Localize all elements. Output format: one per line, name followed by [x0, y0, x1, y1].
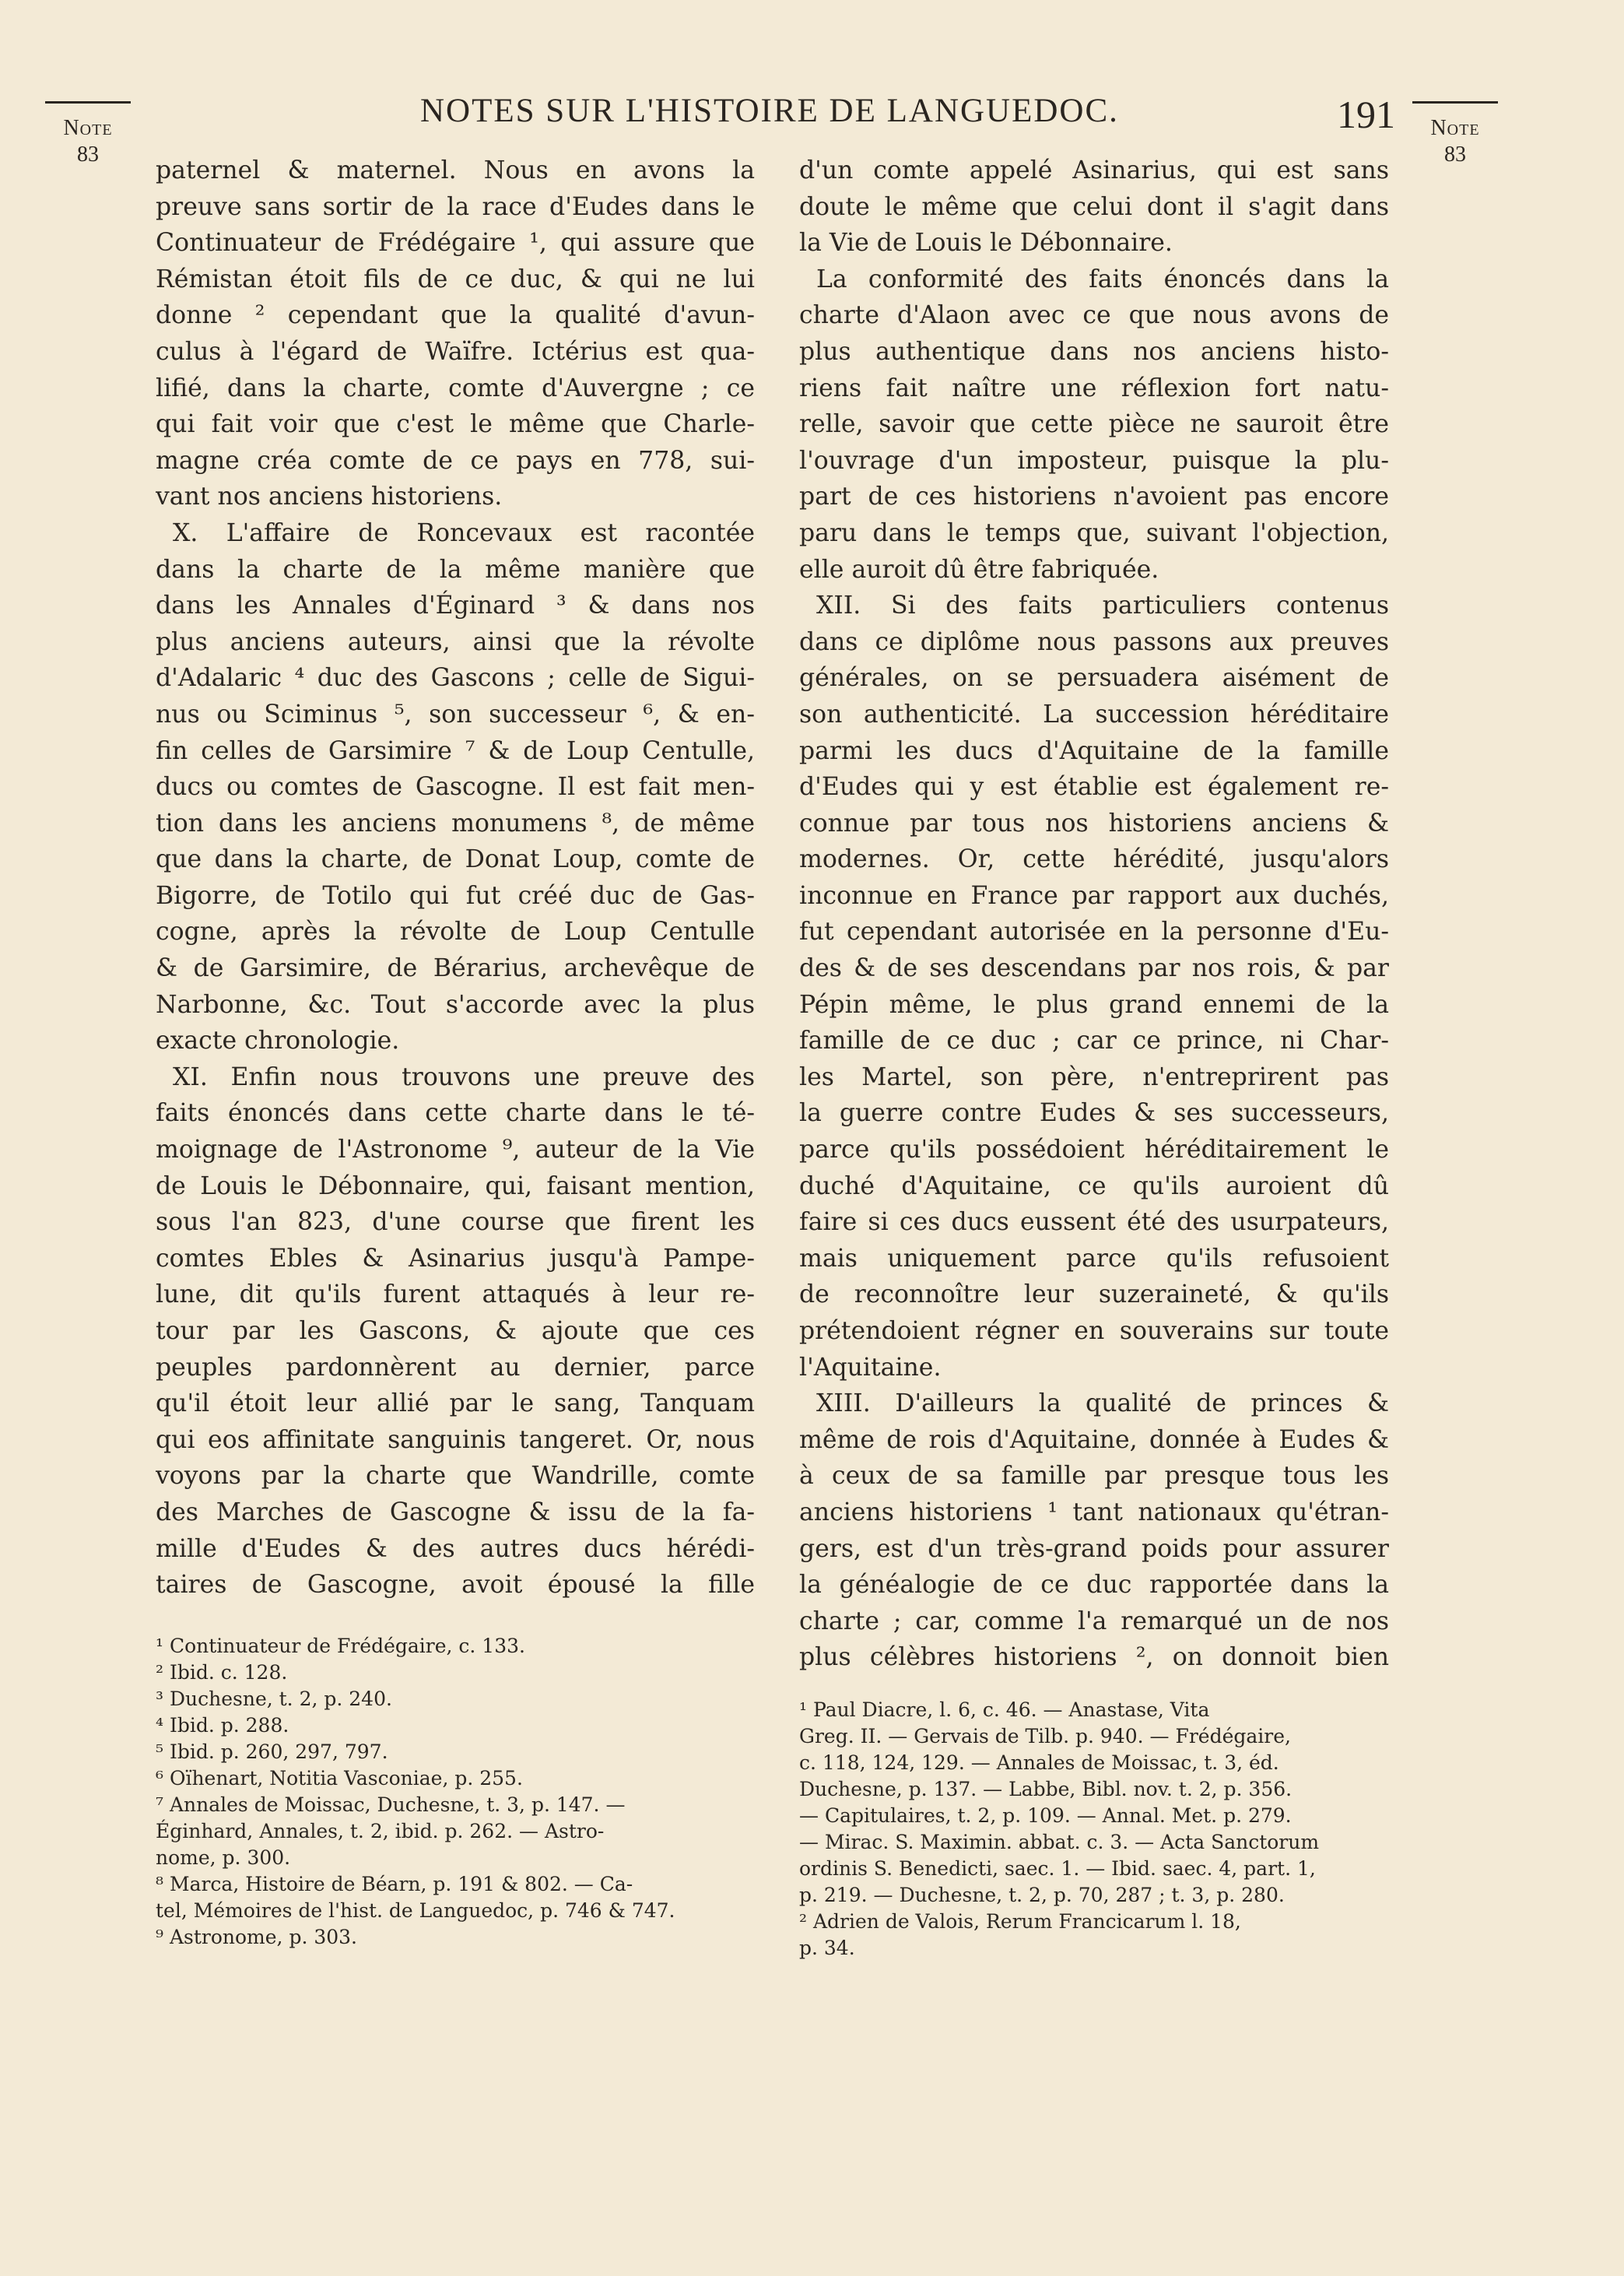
text-line: Narbonne, &c. Tout s'accorde avec la plus [156, 990, 755, 1019]
footnote-line: nome, p. 300. [156, 1846, 291, 1869]
footnote-line: ¹ Paul Diacre, l. 6, c. 46. — Anastase, Vita [799, 1698, 1210, 1721]
text-line: ducs ou comtes de Gascogne. Il est fait men- [156, 773, 755, 802]
footnote-line: ² Ibid. c. 128. [156, 1661, 288, 1684]
text-line: à ceux de sa famille par presque tous les [799, 1462, 1389, 1491]
text-line: d'Eudes qui y est établie est également re- [799, 773, 1389, 802]
text-line: dans ce diplôme nous passons aux preuves [799, 627, 1389, 656]
text-line: lune, dit qu'ils furent attaqués à leur re- [156, 1280, 755, 1309]
footnote-line: ⁸ Marca, Histoire de Béarn, p. 191 & 802. — Ca- [156, 1873, 633, 1895]
text-line: modernes. Or, cette hérédité, jusqu'alors [799, 845, 1389, 874]
note-number-left: 83 [77, 142, 99, 167]
note-label-left: Note [63, 116, 113, 140]
footnote-line: ⁹ Astronome, p. 303. [156, 1926, 358, 1948]
text-line: son authenticité. La succession héréditaire [799, 700, 1389, 729]
left-footnotes [156, 1633, 755, 1951]
text-line: fin celles de Garsimire ⁷ & de Loup Centulle, [156, 736, 755, 765]
text-line: dans la charte de la même manière que [156, 555, 755, 584]
text-line: fut cependant autorisée en la personne d'Eu- [799, 918, 1389, 947]
text-line: part de ces historiens n'avoient pas encore [799, 483, 1389, 511]
text-line: mais uniquement parce qu'ils refusoient [799, 1244, 1389, 1273]
footnote-line: ⁷ Annales de Moissac, Duchesne, t. 3, p. 147. — [156, 1793, 626, 1816]
text-line: connue par tous nos historiens anciens & [799, 809, 1389, 838]
footnote-line: ² Adrien de Valois, Rerum Francicarum l. 18, [799, 1910, 1241, 1933]
text-line: d'Adalaric ⁴ duc des Gascons ; celle de Sigui- [156, 664, 755, 693]
text-line: des Marches de Gascogne & issu de la fa- [156, 1498, 755, 1526]
text-line: parce qu'ils possédoient héréditairement le [799, 1136, 1389, 1164]
footnote-line: — Capitulaires, t. 2, p. 109. — Annal. Met. p. 279. [799, 1804, 1292, 1827]
text-line: l'ouvrage d'un imposteur, puisque la plu- [799, 446, 1389, 475]
text-line: dans les Annales d'Éginard ³ & dans nos [156, 592, 755, 620]
text-line: lifié, dans la charte, comte d'Auvergne ; ce [156, 374, 755, 402]
footnote-line: Duchesne, p. 137. — Labbe, Bibl. nov. t. 2, p. 356. [799, 1778, 1293, 1800]
text-line: magne créa comte de ce pays en 778, sui- [156, 446, 755, 475]
text-line: tour par les Gascons, & ajoute que ces [156, 1317, 755, 1345]
text-line: paru dans le temps que, suivant l'objection, [799, 518, 1389, 547]
text-line: exacte chronologie. [156, 1027, 400, 1055]
text-line: preuve sans sortir de la race d'Eudes dans le [156, 192, 755, 221]
text-line: gers, est d'un très-grand poids pour assurer [799, 1534, 1389, 1563]
text-line: XII. Si des faits particuliers contenus [816, 592, 1389, 620]
text-line: parmi les ducs d'Aquitaine de la famille [799, 736, 1389, 765]
text-line: plus authentique dans nos anciens histo- [799, 337, 1389, 366]
text-line: des & de ses descendans par nos rois, & par [799, 954, 1389, 983]
text-line: cogne, après la révolte de Loup Centulle [156, 918, 755, 947]
footnote-line: Éginhard, Annales, t. 2, ibid. p. 262. — Astro- [156, 1820, 605, 1842]
text-line: charte d'Alaon avec ce que nous avons de [799, 301, 1389, 330]
text-line: la Vie de Louis le Débonnaire. [799, 229, 1173, 258]
note-label-right: Note [1430, 116, 1480, 140]
text-line: plus célèbres historiens ², on donnoit bien [799, 1643, 1389, 1672]
text-line: faire si ces ducs eussent été des usurpateurs, [799, 1208, 1389, 1237]
footnote-line: Greg. II. — Gervais de Tilb. p. 940. — Frédégaire, [799, 1725, 1291, 1747]
footnote-line: — Mirac. S. Maximin. abbat. c. 3. — Acta Sanctorum [799, 1831, 1320, 1853]
text-line: Bigorre, de Totilo qui fut créé duc de Gas- [156, 881, 755, 910]
footnote-line: p. 219. — Duchesne, t. 2, p. 70, 287 ; t. 3, p. 280. [799, 1884, 1285, 1906]
text-line: moignage de l'Astronome ⁹, auteur de la Vie [156, 1136, 755, 1164]
text-line: Continuateur de Frédégaire ¹, qui assure que [156, 229, 755, 258]
text-line: elle auroit dû être fabriquée. [799, 555, 1159, 584]
right-footnotes [799, 1697, 1389, 1962]
text-line: XI. Enfin nous trouvons une preuve des [173, 1062, 755, 1091]
text-line: de Louis le Débonnaire, qui, faisant mention, [156, 1171, 755, 1200]
running-header [0, 92, 1624, 139]
text-line: de reconnoître leur suzeraineté, & qu'ils [799, 1280, 1389, 1309]
text-line: Rémistan étoit fils de ce duc, & qui ne lui [156, 265, 755, 293]
text-line: famille de ce duc ; car ce prince, ni Char- [799, 1027, 1389, 1055]
text-line: XIII. D'ailleurs la qualité de princes & [816, 1389, 1389, 1418]
text-line: donne ² cependant que la qualité d'avun- [156, 301, 755, 330]
text-line: qui eos affinitate sanguinis tangeret. Or, nous [156, 1425, 755, 1454]
text-line: duché d'Aquitaine, ce qu'ils auroient dû [799, 1171, 1389, 1200]
text-line: riens fait naître une réflexion fort natu- [799, 374, 1389, 402]
text-line: même de rois d'Aquitaine, donnée à Eudes & [799, 1425, 1389, 1454]
text-line: faits énoncés dans cette charte dans le té- [156, 1099, 755, 1128]
text-line: La conformité des faits énoncés dans la [816, 265, 1389, 293]
footnote-line: c. 118, 124, 129. — Annales de Moissac, t. 3, éd. [799, 1751, 1279, 1774]
text-line: Pépin même, le plus grand ennemi de la [799, 990, 1389, 1019]
footnote-line: ¹ Continuateur de Frédégaire, c. 133. [156, 1635, 525, 1657]
text-line: la généalogie de ce duc rapportée dans la [799, 1571, 1389, 1600]
text-line: vant nos anciens historiens. [156, 483, 503, 511]
text-line: X. L'affaire de Roncevaux est racontée [173, 518, 755, 547]
text-line: peuples pardonnèrent au dernier, parce [156, 1353, 755, 1382]
footnote-line: ⁶ Oïhenart, Notitia Vasconiae, p. 255. [156, 1767, 523, 1790]
page-number: 191 [1337, 93, 1395, 136]
text-line: que dans la charte, de Donat Loup, comte de [156, 845, 755, 874]
note-number-right: 83 [1444, 142, 1466, 167]
text-line: les Martel, son père, n'entreprirent pas [799, 1062, 1389, 1091]
text-line: la guerre contre Eudes & ses successeurs, [799, 1099, 1389, 1128]
page-title: NOTES SUR L'HISTOIRE DE LANGUEDOC. [420, 93, 1119, 129]
text-line: voyons par la charte que Wandrille, comte [156, 1462, 755, 1491]
footnote-line: ⁵ Ibid. p. 260, 297, 797. [156, 1740, 388, 1763]
footnote-line: ⁴ Ibid. p. 288. [156, 1714, 289, 1737]
text-line: charte ; car, comme l'a remarqué un de nos [799, 1607, 1389, 1635]
text-line: inconnue en France par rapport aux duchés, [799, 881, 1389, 910]
text-line: taires de Gascogne, avoit épousé la fille [156, 1571, 755, 1600]
text-line: comtes Ebles & Asinarius jusqu'à Pampe- [156, 1244, 755, 1273]
left-text-column [156, 153, 755, 1603]
text-line: l'Aquitaine. [799, 1353, 942, 1382]
text-line: culus à l'égard de Waïfre. Ictérius est qua- [156, 337, 755, 366]
text-line: générales, on se persuadera aisément de [799, 664, 1389, 693]
text-line: mille d'Eudes & des autres ducs hérédi- [156, 1534, 755, 1563]
text-line: nus ou Sciminus ⁵, son successeur ⁶, & en- [156, 700, 755, 729]
text-line: plus anciens auteurs, ainsi que la révolte [156, 627, 755, 656]
text-line: tion dans les anciens monumens ⁸, de même [156, 809, 755, 838]
text-line: relle, savoir que cette pièce ne sauroit être [799, 410, 1389, 439]
footnote-line: ordinis S. Benedicti, saec. 1. — Ibid. saec. 4, part. 1, [799, 1857, 1316, 1880]
text-line: paternel & maternel. Nous en avons la [156, 156, 755, 184]
footnote-line: tel, Mémoires de l'hist. de Languedoc, p. 746 & 747. [156, 1899, 675, 1922]
note-marker-right [1412, 101, 1498, 167]
text-line: d'un comte appelé Asinarius, qui est sans [799, 156, 1389, 184]
text-line: anciens historiens ¹ tant nationaux qu'étran- [799, 1498, 1389, 1526]
footnote-line: p. 34. [799, 1937, 855, 1959]
text-line: qui fait voir que c'est le même que Charle- [156, 410, 755, 439]
text-line: qu'il étoit leur allié par le sang, Tanquam [156, 1389, 755, 1418]
note-rule-right [1412, 101, 1498, 104]
text-line: prétendoient régner en souverains sur toute [799, 1317, 1389, 1345]
text-line: & de Garsimire, de Bérarius, archevêque de [156, 954, 755, 983]
right-text-column [799, 153, 1389, 1676]
text-line: sous l'an 823, d'une course que firent les [156, 1208, 755, 1237]
text-line: doute le même que celui dont il s'agit dans [799, 192, 1389, 221]
footnote-line: ³ Duchesne, t. 2, p. 240. [156, 1688, 392, 1710]
